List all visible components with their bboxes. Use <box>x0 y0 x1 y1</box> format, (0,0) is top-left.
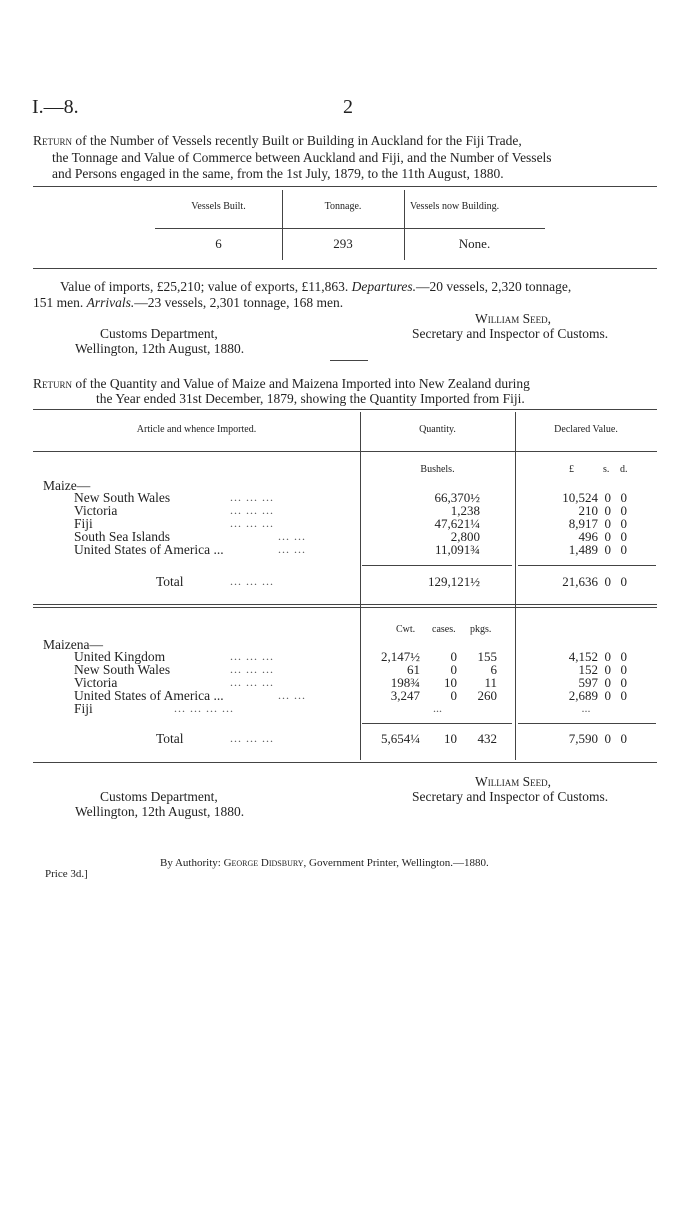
vessels-building-value: None. <box>458 236 491 251</box>
row-pounds: 2,689 <box>568 688 598 703</box>
vessels-built-header: Vessels Built. <box>191 201 246 212</box>
total-shillings: 0 <box>604 574 611 589</box>
leader-dots: ... ... ... <box>230 731 274 745</box>
commerce-line-2-start: 151 men. <box>33 295 84 310</box>
shillings-unit: s. <box>603 464 610 475</box>
commerce-line-1: Value of imports, £25,210; value of exports, £11,863. <box>60 279 349 294</box>
row-name: New South Wales <box>74 490 171 505</box>
row-pence: 0 <box>620 675 627 690</box>
row-shillings: 0 <box>604 516 611 531</box>
row-shillings: 0 <box>604 649 611 664</box>
row-name: South Sea Islands <box>74 529 170 544</box>
article-header: Article and whence Imported. <box>136 424 257 435</box>
department: Customs Department, <box>100 326 218 341</box>
row-name: Fiji <box>74 516 93 531</box>
total-pkgs: 432 <box>477 731 497 746</box>
row-shillings: 0 <box>604 503 611 518</box>
place-date: Wellington, 12th August, 1880. <box>75 804 245 819</box>
leader-dots: ... ... ... <box>230 649 274 663</box>
row-name: Victoria <box>74 503 118 518</box>
leader-dots: ... ... ... ... <box>174 701 234 715</box>
row-shillings: 0 <box>604 542 611 557</box>
row-pkgs: 260 <box>477 688 497 703</box>
total-label: Total <box>156 574 184 589</box>
place-date: Wellington, 12th August, 1880. <box>75 341 245 356</box>
declared-value-header: Declared Value. <box>554 424 618 435</box>
row-pounds: 496 <box>578 529 598 544</box>
signatory-title: Secretary and Inspector of Customs. <box>412 789 609 804</box>
page-ref: I.—8. <box>32 96 79 118</box>
departures-text: —20 vessels, 2,320 tonnage, <box>415 279 572 294</box>
row-shillings: 0 <box>604 662 611 677</box>
price: Price 3d.] <box>45 868 88 880</box>
row-pounds: 210 <box>578 503 598 518</box>
pence-unit: d. <box>620 464 628 475</box>
return-word-2: Return <box>33 376 73 391</box>
row-cases: 0 <box>450 688 457 703</box>
row-name: Victoria <box>74 675 118 690</box>
total-cwt: 5,654¼ <box>381 731 420 746</box>
row-quantity: 2,800 <box>450 529 480 544</box>
row-pounds: 8,917 <box>568 516 598 531</box>
row-pence: 0 <box>620 490 627 505</box>
row-pkgs: 6 <box>490 662 497 677</box>
total-pence: 0 <box>620 731 627 746</box>
tonnage-value: 293 <box>333 236 353 251</box>
leader-dots: ... ... ... <box>230 662 274 676</box>
signatory-title: Secretary and Inspector of Customs. <box>412 326 609 341</box>
printer-imprint <box>160 857 489 869</box>
row-pence: 0 <box>620 662 627 677</box>
page-number: 2 <box>343 96 353 118</box>
authority-text: By Authority: <box>160 857 221 869</box>
row-shillings: 0 <box>604 490 611 505</box>
row-pkgs: 155 <box>477 649 497 664</box>
quantity-header: Quantity. <box>419 424 456 435</box>
vessels-building-header: Vessels now Building. <box>410 201 500 212</box>
vessels-title-line-2: the Tonnage and Value of Commerce between Auckland and Fiji, and the Number of Vessels <box>52 150 552 165</box>
total-shillings: 0 <box>604 731 611 746</box>
pkgs-unit: pkgs. <box>470 624 492 635</box>
total-cases: 10 <box>444 731 457 746</box>
department: Customs Department, <box>100 789 218 804</box>
row-pence: 0 <box>620 503 627 518</box>
row-quantity: 66,370½ <box>434 490 480 505</box>
arrivals-label: Arrivals. <box>86 295 135 310</box>
row-cwt: 3,247 <box>390 688 420 703</box>
leader-dots: ... ... ... <box>230 490 274 504</box>
maize-title-line-1: of the Quantity and Value of Maize and Maizena Imported into New Zealand during <box>75 376 530 391</box>
vessels-title-line-3: and Persons engaged in the same, from the 1st July, 1879, to the 11th August, 1880. <box>52 166 504 181</box>
cwt-unit: Cwt. <box>396 624 416 635</box>
row-pounds: 597 <box>578 675 598 690</box>
pounds-unit: £ <box>569 464 574 475</box>
cases-unit: cases. <box>432 624 456 635</box>
row-pounds: 152 <box>578 662 598 677</box>
vessels-title-line-1: of the Number of Vessels recently Built or Building in Auckland for the Fiji Trade, <box>75 133 522 148</box>
tonnage-header: Tonnage. <box>324 201 362 212</box>
row-cwt: 2,147½ <box>381 649 420 664</box>
row-shillings: 0 <box>604 675 611 690</box>
row-pence: 0 <box>620 529 627 544</box>
row-cases: 0 <box>450 649 457 664</box>
return-word: Return <box>33 133 73 148</box>
departures-label: Departures. <box>351 279 416 294</box>
row-quantity: 47,621¼ <box>434 516 480 531</box>
leader-dots: ... ... <box>278 688 306 702</box>
row-cases: 0 <box>450 662 457 677</box>
row-cwt: ... <box>433 701 442 715</box>
row-quantity: 1,238 <box>450 503 480 518</box>
total-pence: 0 <box>620 574 627 589</box>
row-pence: 0 <box>620 688 627 703</box>
signatory-name: William Seed, <box>475 311 551 326</box>
row-pence: 0 <box>620 516 627 531</box>
row-pence: 0 <box>620 649 627 664</box>
row-cwt: 61 <box>407 662 420 677</box>
printer-rest: Government Printer, Wellington.—1880. <box>309 857 489 869</box>
leader-dots: ... ... ... <box>230 574 274 588</box>
printer-name: George Didsbury, <box>223 857 307 869</box>
row-pounds: 10,524 <box>562 490 598 505</box>
row-quantity: 11,091¾ <box>434 542 480 557</box>
total-quantity: 129,121½ <box>428 574 480 589</box>
leader-dots: ... ... <box>278 529 306 543</box>
total-pounds: 21,636 <box>562 574 598 589</box>
row-pounds: 1,489 <box>568 542 598 557</box>
maizena-label: Maizena— <box>43 637 103 652</box>
row-name: United Kingdom <box>74 649 166 664</box>
row-cases: 10 <box>444 675 457 690</box>
leader-dots: ... ... ... <box>230 516 274 530</box>
row-name: Fiji <box>74 701 93 716</box>
row-name: New South Wales <box>74 662 171 677</box>
bushels-unit: Bushels. <box>420 464 455 475</box>
maize-label: Maize— <box>43 478 91 493</box>
total-label: Total <box>156 731 184 746</box>
total-pounds: 7,590 <box>568 731 598 746</box>
row-pounds: ... <box>581 701 591 715</box>
row-pkgs: 11 <box>484 675 497 690</box>
row-pence: 0 <box>620 542 627 557</box>
leader-dots: ... ... ... <box>230 503 274 517</box>
row-shillings: 0 <box>604 529 611 544</box>
row-cwt: 198¾ <box>390 675 420 690</box>
vessels-built-value: 6 <box>215 236 222 251</box>
arrivals-text: —23 vessels, 2,301 tonnage, 168 men. <box>134 295 344 310</box>
leader-dots: ... ... <box>278 542 306 556</box>
row-name: United States of America ... <box>74 688 224 703</box>
signatory-name: William Seed, <box>475 774 551 789</box>
section-divider <box>330 360 368 361</box>
row-name: United States of America ... <box>74 542 224 557</box>
row-pounds: 4,152 <box>568 649 598 664</box>
row-shillings: 0 <box>604 688 611 703</box>
leader-dots: ... ... ... <box>230 675 274 689</box>
maize-title-line-2: the Year ended 31st December, 1879, showing the Quantity Imported from Fiji. <box>96 391 525 406</box>
